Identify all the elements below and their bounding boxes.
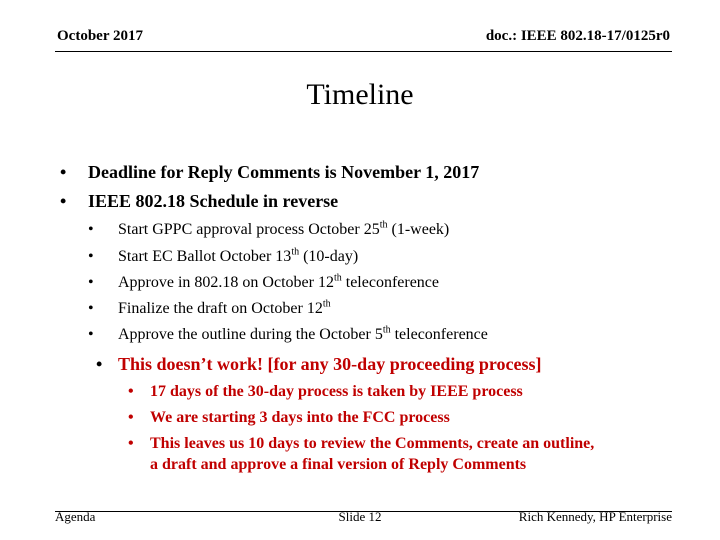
bullet-marker: • xyxy=(60,191,67,211)
schedule-item xyxy=(88,248,358,266)
header-divider xyxy=(55,51,672,52)
bullet-marker: • xyxy=(128,383,134,400)
bullet-text: IEEE 802.18 Schedule in reverse xyxy=(88,191,339,211)
footer-author: Rich Kennedy, HP Enterprise xyxy=(518,509,672,524)
warning-bullet xyxy=(96,354,542,375)
footer-agenda: Agenda xyxy=(55,509,96,524)
schedule-item-text: Approve in 802.18 on October 12th teleconference xyxy=(118,272,440,291)
warning-point-text: 17 days of the 30-day process is taken by IEEE process xyxy=(150,383,523,400)
warning-point-text: We are starting 3 days into the FCC process xyxy=(150,409,450,426)
bullet-schedule xyxy=(60,191,338,212)
warning-point xyxy=(128,435,594,453)
schedule-item-text: Finalize the draft on October 12th xyxy=(118,298,331,317)
header-doc-id: doc.: IEEE 802.18-17/0125r0 xyxy=(485,28,670,44)
slide-title: Timeline xyxy=(306,78,414,111)
warning-point xyxy=(128,383,523,401)
schedule-item-text: Start GPPC approval process October 25th (1-week) xyxy=(118,219,450,238)
warning-text: This doesn’t work! [for any 30-day proceeding process] xyxy=(118,354,542,374)
bullet-marker: • xyxy=(128,435,134,452)
warning-point-text: a draft and approve a final version of Reply Comments xyxy=(150,456,527,473)
warning-point-text: This leaves us 10 days to review the Comments, create an outline, xyxy=(150,435,595,452)
bullet-marker: • xyxy=(88,221,94,238)
bullet-marker: • xyxy=(88,300,94,317)
warning-point xyxy=(128,409,450,427)
bullet-marker: • xyxy=(128,409,134,426)
footer-slide-number: Slide 12 xyxy=(338,509,382,524)
bullet-marker: • xyxy=(88,248,94,265)
header-date: October 2017 xyxy=(57,28,143,44)
bullet-marker: • xyxy=(88,326,94,343)
bullet-marker: • xyxy=(88,274,94,291)
schedule-item-text: Start EC Ballot October 13th (10-day) xyxy=(118,246,359,265)
schedule-item xyxy=(88,274,439,292)
bullet-marker: • xyxy=(60,162,67,182)
bullet-marker: • xyxy=(96,354,103,374)
warning-point-continuation xyxy=(150,456,526,474)
bullet-text: Deadline for Reply Comments is November 1, 2017 xyxy=(88,162,480,182)
schedule-item xyxy=(88,221,449,239)
schedule-item-text: Approve the outline during the October 5th teleconference xyxy=(118,324,488,343)
schedule-item xyxy=(88,326,488,344)
bullet-deadline xyxy=(60,162,479,183)
schedule-item xyxy=(88,300,331,318)
